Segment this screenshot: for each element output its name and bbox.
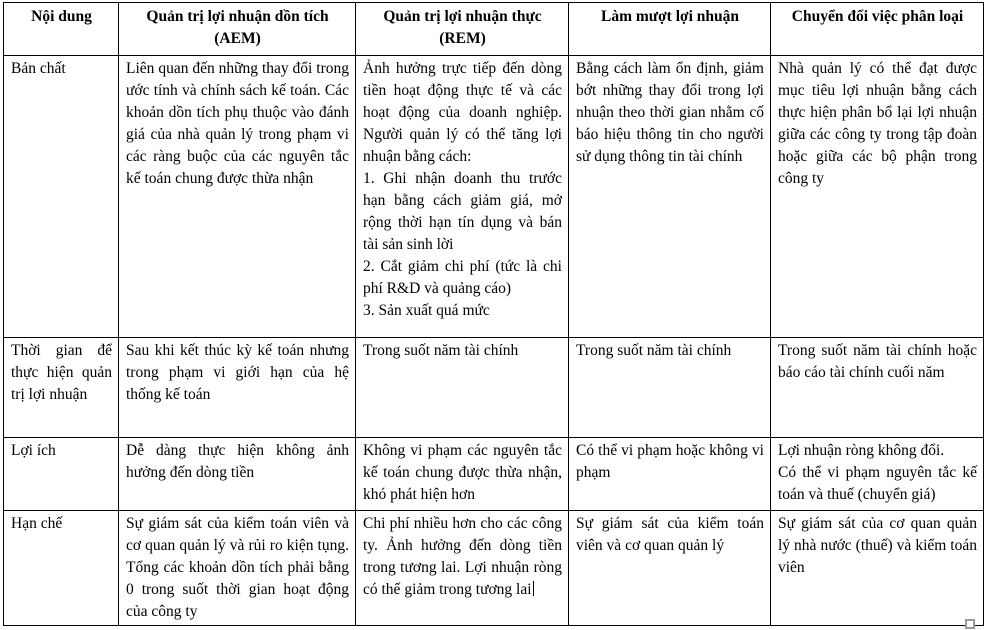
column-header-4[interactable] bbox=[771, 3, 984, 56]
cell-paragraph bbox=[126, 513, 349, 623]
column-header-line: (REM) bbox=[439, 30, 486, 47]
cell-paragraph bbox=[363, 513, 562, 601]
cell-text: Trong suốt năm tài chính bbox=[363, 342, 519, 359]
table-cell[interactable] bbox=[771, 338, 984, 438]
cell-text: Trong suốt năm tài chính bbox=[576, 342, 732, 359]
row-label-cell[interactable] bbox=[4, 338, 119, 438]
cell-text: Ảnh hưởng trực tiếp đến dòng tiền hoạt động thực tế và các hoạt động của doanh nghiệp. Người quản lý có thể tăng lợi nhuận bằng cách: bbox=[363, 60, 562, 165]
cell-text: Nhà quản lý có thể đạt được mục tiêu lợi nhuận bằng cách thực hiện phân bổ lại lợi nhuận giữa các công ty trong tập đoàn hoặc giữa các bộ phận trong công ty bbox=[778, 60, 977, 187]
table-row bbox=[4, 338, 984, 438]
table-cell[interactable] bbox=[771, 56, 984, 338]
column-header-0[interactable] bbox=[4, 3, 119, 56]
cell-paragraph bbox=[576, 58, 764, 168]
cell-paragraph bbox=[363, 440, 562, 506]
cell-text: Lợi nhuận ròng không đổi. bbox=[778, 442, 945, 459]
table-cell[interactable] bbox=[119, 56, 356, 338]
cell-text: 1. Ghi nhận doanh thu trước hạn bằng cách giảm giá, mở rộng thời hạn tín dụng và bán tài sản sinh lời bbox=[363, 170, 562, 253]
text-cursor bbox=[533, 581, 535, 596]
table-row bbox=[4, 511, 984, 626]
table-cell[interactable] bbox=[569, 511, 771, 626]
earnings-management-comparison-table bbox=[3, 2, 984, 626]
cell-paragraph bbox=[126, 340, 349, 406]
table-row bbox=[4, 438, 984, 511]
cell-paragraph bbox=[778, 58, 977, 190]
cell-paragraph bbox=[363, 58, 562, 168]
cell-paragraph bbox=[576, 340, 764, 362]
cell-text: Chi phí nhiều hơn cho các công ty. Ảnh hưởng đến dòng tiền trong tương lai. Lợi nhuận ròng có thể giảm trong tương lai bbox=[363, 515, 562, 598]
column-header-line: Làm mượt lợi nhuận bbox=[600, 8, 739, 25]
table-cell[interactable] bbox=[119, 438, 356, 511]
table-cell[interactable] bbox=[771, 438, 984, 511]
column-header-3[interactable] bbox=[569, 3, 771, 56]
cell-paragraph bbox=[778, 462, 977, 506]
cell-paragraph bbox=[778, 513, 977, 579]
row-label: Bản chất bbox=[11, 60, 66, 77]
cell-paragraph bbox=[576, 440, 764, 484]
row-label-cell[interactable] bbox=[4, 56, 119, 338]
cell-text: Liên quan đến những thay đổi trong ước tính và chính sách kế toán. Các khoản dồn tích phụ thuộc vào đánh giá của nhà quản lý trong phạm vi các ràng buộc của các nguyên tắc kế toán chung được thừa nhận bbox=[126, 60, 349, 187]
cell-paragraph bbox=[778, 340, 977, 384]
cell-text: Sự giám sát của kiểm toán viên và cơ quan quản lý bbox=[576, 515, 764, 554]
table-cell[interactable] bbox=[569, 338, 771, 438]
cell-paragraph bbox=[576, 513, 764, 557]
row-label-cell[interactable] bbox=[4, 438, 119, 511]
column-header-line: Quản trị lợi nhuận thực bbox=[383, 8, 542, 25]
cell-paragraph bbox=[778, 440, 977, 462]
cell-text: Có thể vi phạm hoặc không vi phạm bbox=[576, 442, 764, 481]
cell-text: Sự giám sát của cơ quan quản lý nhà nước (thuế) và kiểm toán viên bbox=[778, 515, 977, 576]
column-header-line: Quản trị lợi nhuận dồn tích bbox=[146, 8, 329, 25]
cell-text: 3. Sản xuất quá mức bbox=[363, 302, 490, 319]
cell-paragraph bbox=[126, 440, 349, 484]
table-cell[interactable] bbox=[356, 338, 569, 438]
table-cell[interactable] bbox=[771, 511, 984, 626]
row-label-cell[interactable] bbox=[4, 511, 119, 626]
cell-paragraph bbox=[363, 168, 562, 256]
table-header-row bbox=[4, 3, 984, 56]
column-header-2[interactable] bbox=[356, 3, 569, 56]
column-header-1[interactable] bbox=[119, 3, 356, 56]
table-cell[interactable] bbox=[569, 438, 771, 511]
column-header-line: (AEM) bbox=[214, 30, 261, 47]
cell-paragraph bbox=[363, 300, 562, 322]
table-cell[interactable] bbox=[119, 511, 356, 626]
row-label: Lợi ích bbox=[11, 442, 56, 459]
table-cell[interactable] bbox=[356, 56, 569, 338]
cell-text: Không vi phạm các nguyên tắc kế toán chung được thừa nhận, khó phát hiện hơn bbox=[363, 442, 562, 503]
cell-paragraph bbox=[126, 58, 349, 190]
table-cell[interactable] bbox=[356, 438, 569, 511]
table-cell[interactable] bbox=[356, 511, 569, 626]
header-row bbox=[4, 3, 984, 56]
row-label: Hạn chế bbox=[11, 515, 63, 532]
table-row bbox=[4, 56, 984, 338]
cell-paragraph bbox=[363, 340, 562, 362]
row-label: Thời gian để thực hiện quản trị lợi nhuận bbox=[11, 342, 112, 403]
cell-text: Sự giám sát của kiểm toán viên và cơ quan quản lý và rủi ro kiện tụng. Tổng các khoản dồn tích phải bằng 0 trong suốt thời gian hoạt động của công ty bbox=[126, 515, 349, 620]
cell-text: Bằng cách làm ổn định, giảm bớt những thay đổi trong lợi nhuận theo thời gian nhằm cố báo hiệu thông tin cho người sử dụng thông tin tài chính bbox=[576, 60, 764, 165]
cell-text: 2. Cắt giảm chi phí (tức là chi phí R&D và quảng cáo) bbox=[363, 258, 562, 297]
cell-paragraph bbox=[363, 256, 562, 300]
column-header-line: Chuyển đổi việc phân loại bbox=[791, 8, 964, 25]
cell-text: Dễ dàng thực hiện không ảnh hưởng đến dòng tiền bbox=[126, 442, 349, 481]
table-cell[interactable] bbox=[569, 56, 771, 338]
column-header-line: Nội dung bbox=[31, 8, 92, 25]
cell-text: Có thể vi phạm nguyên tắc kế toán và thuế (chuyển giá) bbox=[778, 464, 977, 503]
table-cell[interactable] bbox=[119, 338, 356, 438]
table-resize-handle[interactable] bbox=[965, 619, 975, 629]
cell-text: Sau khi kết thúc kỳ kế toán nhưng trong phạm vi giới hạn của hệ thống kế toán bbox=[126, 342, 349, 403]
cell-text: Trong suốt năm tài chính hoặc báo cáo tài chính cuối năm bbox=[778, 342, 977, 381]
